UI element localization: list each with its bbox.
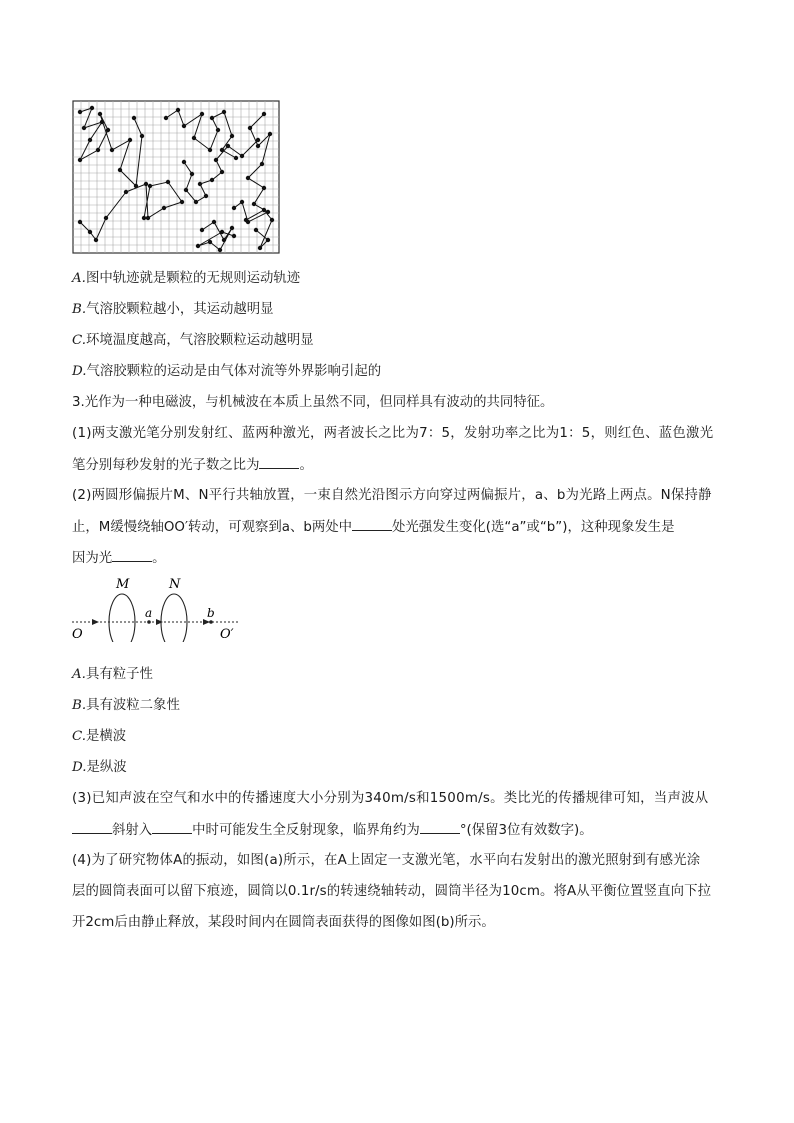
trajectory-point [88, 230, 92, 234]
trajectory-point [234, 156, 238, 160]
option-letter: C. [72, 729, 87, 744]
q3-part4-line3: 开2cm后由静止释放，某段时间内在圆筒表面获得的图像如图(b)所示。 [72, 915, 495, 930]
answer-blank[interactable] [112, 548, 152, 562]
text: 斜射入 [112, 823, 153, 838]
text: 止，M缓慢绕轴OO′转动，可观察到a、b两处中 [72, 520, 353, 535]
trajectory-point [82, 126, 86, 130]
trajectory-point [218, 248, 222, 252]
trajectory-point [142, 216, 146, 220]
trajectory-point [96, 148, 100, 152]
trajectory-point [166, 180, 170, 184]
text: °(保留3位有效数字)。 [459, 823, 593, 838]
trajectory-point [252, 202, 256, 206]
trajectory-point [196, 244, 200, 248]
option-text: 是横波 [86, 729, 127, 744]
brownian-motion-figure [72, 100, 282, 256]
trajectory-point [144, 182, 148, 186]
option-d [72, 362, 381, 382]
q3-part2-line3 [72, 548, 166, 569]
trajectory-point [210, 178, 214, 182]
option-text: 具有波粒二象性 [86, 698, 180, 713]
trajectory-point [98, 112, 102, 116]
trajectory-point [132, 116, 136, 120]
trajectory-point [194, 200, 198, 204]
trajectory-point [262, 112, 266, 116]
label-o: O [72, 627, 83, 642]
trajectory-point [208, 148, 212, 152]
answer-blank[interactable] [420, 820, 460, 834]
trajectory-point [262, 208, 266, 212]
answer-blank[interactable] [72, 820, 112, 834]
trajectory-point [200, 228, 204, 232]
point-a [147, 620, 151, 624]
trajectory-point [110, 148, 114, 152]
trajectory-point [182, 160, 186, 164]
trajectory-point [190, 172, 194, 176]
trajectory-point [140, 134, 144, 138]
trajectory-point [220, 170, 224, 174]
trajectory-point [258, 246, 262, 250]
trajectory-point [262, 186, 266, 190]
q3-part2-line2 [72, 517, 675, 538]
option-text: 气溶胶颗粒越小，其运动越明显 [86, 302, 274, 317]
trajectory-point [182, 124, 186, 128]
arrow-icon [92, 619, 99, 625]
q3-part4-line2: 层的圆筒表面可以留下痕迹，圆筒以0.1r/s的转速绕轴转动，圆筒半径为10cm。将A从平衡位置竖直向下拉 [72, 884, 712, 899]
trajectory-point [164, 116, 168, 120]
trajectory-point [226, 144, 230, 148]
trajectory-point [254, 228, 258, 232]
trajectory-point [270, 218, 274, 222]
trajectory-point [240, 200, 244, 204]
label-o-prime: O′ [220, 627, 234, 642]
q3-part3-line2 [72, 820, 593, 841]
polarizer-diagram [70, 574, 250, 642]
q3-part3-line1: (3)已知声波在空气和水中的传播速度大小分别为340m/s和1500m/s。类比光的传播规律可知，当声波从 [72, 791, 709, 806]
option-text: 气溶胶颗粒的运动是由气体对流等外界影响引起的 [86, 364, 382, 379]
text: 处光强发生变化(选“a”或“b”)，这种现象发生是 [392, 520, 675, 535]
text: 中时可能发生全反射现象，临界角约为 [192, 823, 420, 838]
option-text: 环境温度越高，气溶胶颗粒运动越明显 [86, 333, 314, 348]
answer-blank[interactable] [152, 820, 192, 834]
option-letter: B. [72, 698, 87, 713]
answer-blank[interactable] [352, 517, 392, 531]
trajectory-point [232, 234, 236, 238]
option-a [72, 269, 300, 289]
polarizer-n [161, 594, 187, 642]
option-letter: A. [72, 271, 86, 286]
option-a [72, 665, 153, 685]
trajectory-point [198, 182, 202, 186]
option-b [72, 696, 180, 716]
trajectory-point [124, 190, 128, 194]
trajectory-point [244, 218, 248, 222]
label-m: M [116, 577, 130, 592]
trajectory-point [204, 194, 208, 198]
trajectory-point [100, 120, 104, 124]
trajectory-point [128, 138, 132, 142]
trajectory-point [78, 220, 82, 224]
trajectory-point [104, 216, 108, 220]
trajectory-point [230, 134, 234, 138]
label-b: b [207, 606, 215, 620]
trajectory-point [118, 168, 122, 172]
q3-part4-line1: (4)为了研究物体A的振动，如图(a)所示，在A上固定一支激光笔，水平向右发射出的激光照射到有感光涂 [72, 853, 701, 868]
trajectory-point [200, 112, 204, 116]
trajectory-point [78, 110, 82, 114]
trajectory-point [240, 154, 244, 158]
trajectory-point [222, 110, 226, 114]
trajectory-point [208, 240, 212, 244]
arrow-icon [156, 619, 163, 625]
option-letter: D. [72, 364, 87, 379]
answer-blank[interactable] [259, 455, 299, 469]
trajectory-point [212, 220, 216, 224]
trajectory-point [176, 108, 180, 112]
trajectory-point [94, 238, 98, 242]
trajectory-point [106, 128, 110, 132]
q3-part1-line1: (1)两支激光笔分别发射红、蓝两种激光，两者波长之比为7：5，发射功率之比为1：5，则红色、蓝色激光 [72, 426, 714, 441]
trajectory-point [192, 136, 196, 140]
trajectory-point [148, 184, 152, 188]
text: 笔分别每秒发射的光子数之比为 [72, 458, 260, 473]
option-text: 图中轨迹就是颗粒的无规则运动轨迹 [85, 271, 301, 286]
trajectory-point [216, 128, 220, 132]
trajectory-point [214, 158, 218, 162]
trajectory-point [246, 176, 250, 180]
trajectory-point [78, 158, 82, 162]
trajectory-point [184, 188, 188, 192]
trajectory-point [266, 238, 270, 242]
option-c [72, 331, 314, 351]
label-a: a [145, 606, 153, 620]
trajectory-point [146, 216, 150, 220]
point-b [209, 620, 213, 624]
option-c [72, 727, 126, 747]
option-b [72, 300, 274, 320]
trajectory-point [230, 226, 234, 230]
trajectory-point [256, 144, 260, 148]
question-3-stem: 3.光作为一种电磁波，与机械波在本质上虽然不同，但同样具有波动的共同特征。 [72, 395, 554, 410]
trajectory-point [162, 206, 166, 210]
trajectory-point [248, 126, 252, 130]
trajectory-point [232, 206, 236, 210]
trajectory-point [88, 138, 92, 142]
trajectory-point [268, 132, 272, 136]
option-letter: A. [72, 667, 86, 682]
text: 。 [152, 551, 166, 566]
option-text: 具有粒子性 [85, 667, 153, 682]
trajectory-point [222, 238, 226, 242]
option-letter: B. [72, 302, 87, 317]
q3-part2-line1: (2)两圆形偏振片M、N平行共轴放置，一束自然光沿图示方向穿过两偏振片，a、b为光路上两点。N保持静 [72, 488, 712, 503]
label-n: N [169, 577, 181, 592]
option-d [72, 758, 127, 778]
trajectory-point [180, 200, 184, 204]
trajectory-point [260, 162, 264, 166]
trajectory-point [90, 106, 94, 110]
polarizer-m [109, 594, 135, 642]
trajectory-point [210, 116, 214, 120]
text: 因为光 [72, 551, 113, 566]
q3-part1-line2 [72, 455, 313, 476]
text: 。 [299, 458, 313, 473]
option-letter: D. [72, 760, 87, 775]
trajectory-point [220, 230, 224, 234]
option-text: 是纵波 [86, 760, 127, 775]
option-letter: C. [72, 333, 87, 348]
